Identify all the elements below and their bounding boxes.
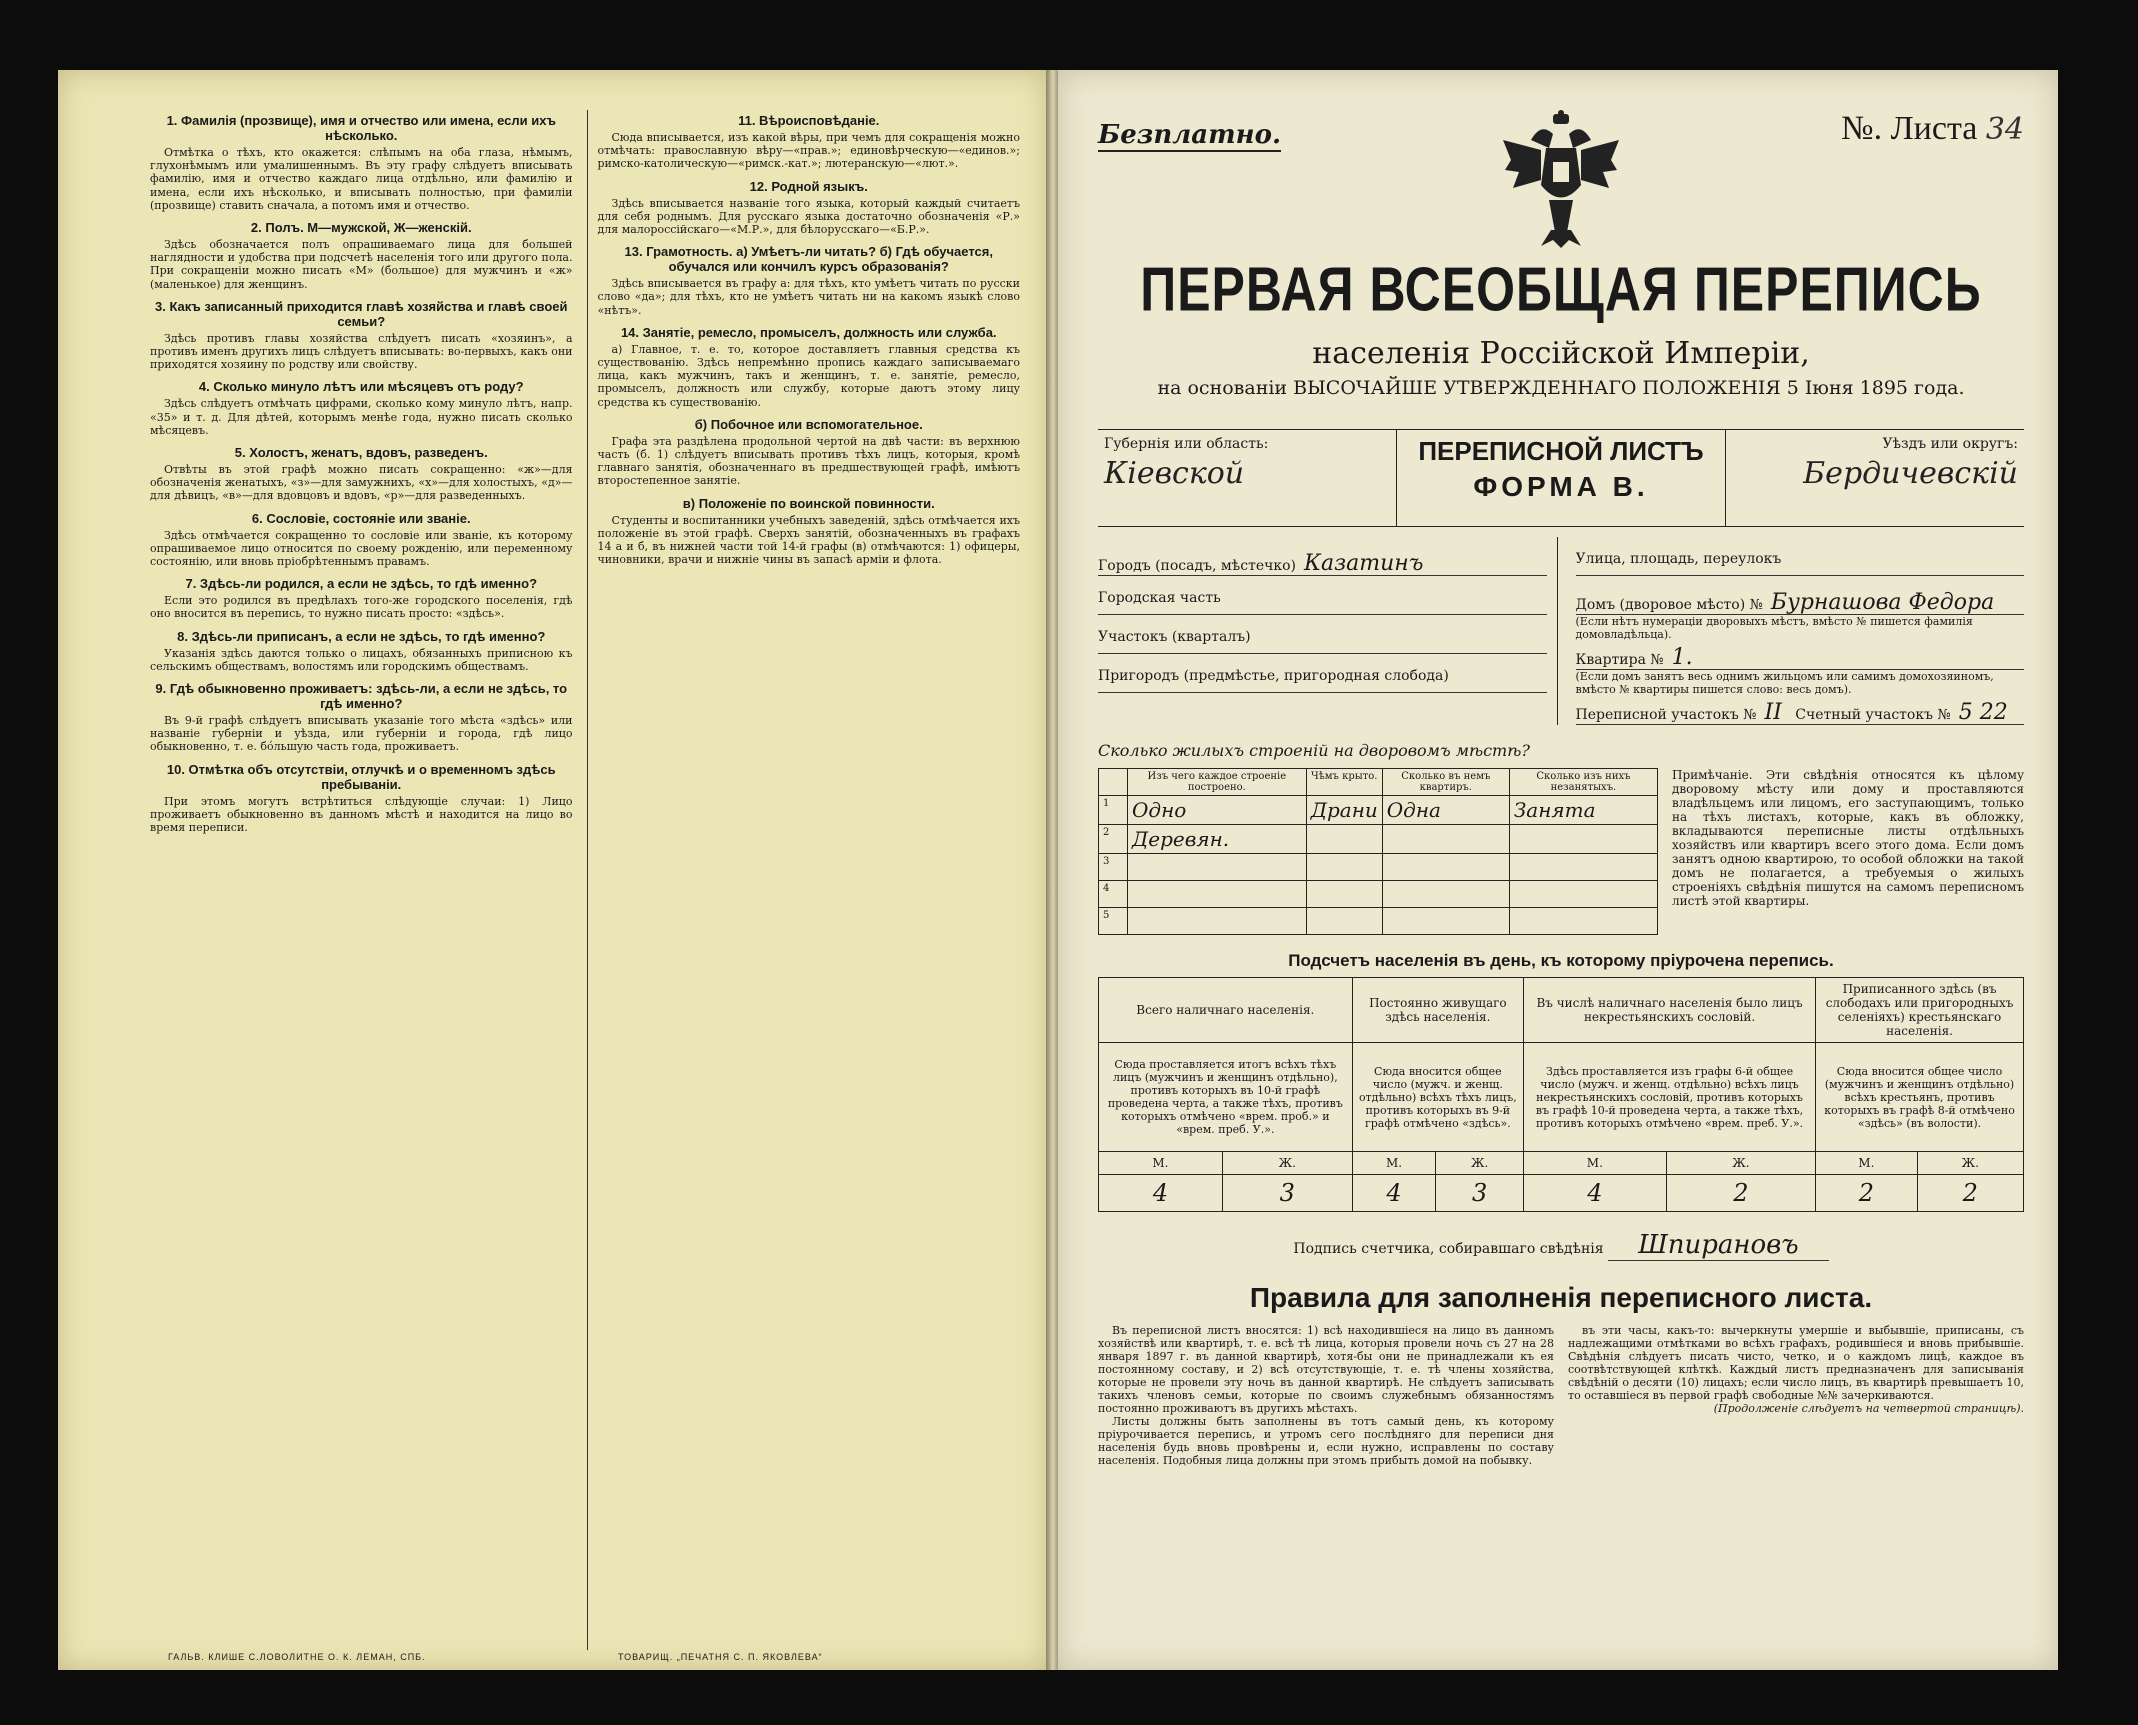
population-count-block: [1098, 977, 2024, 1212]
buildings-header: Чѣмъ крыто.: [1306, 769, 1382, 796]
city-label: Городъ (посадъ, мѣстечко): [1098, 558, 1297, 574]
form-type: [1396, 430, 1725, 526]
section-title: 6. Сословіе, состояніе или званіе.: [251, 510, 471, 526]
instruction-section: [598, 417, 1021, 488]
section-text: Здѣсь вписывается названіе того языка, который каждый считаетъ для себя роднымъ. Для русскаго языка достаточно обозначенія «Р.» для малороссійскаго—«М.Р.», для бѣлорусскаго—«Б.Р.».: [597, 196, 1020, 237]
pop-description: Здѣсь проставляется изъ графы 6-й общее число (мужч. и женщ. отдѣльно) всѣхъ лицъ некрестьянскихъ сословій, противъ которыхъ въ графѣ 10-й проведена черта, а также тѣхъ, противъ которыхъ отмѣчено «врем. преб. У.».: [1524, 1043, 1816, 1152]
street-field: [1576, 551, 2025, 576]
pop-value: 2: [1666, 1175, 1815, 1212]
instruction-section: [598, 496, 1021, 567]
building-roof: Драни: [1306, 796, 1382, 825]
census-title: ПЕРВАЯ ВСЕОБЩАЯ ПЕРЕПИСЬ: [1140, 254, 1982, 324]
count-precinct-label: Счетный участокъ №: [1795, 707, 1951, 723]
signature-label: Подпись счетчика, собиравшаго свѣдѣнія: [1293, 1241, 1604, 1257]
section-title: в) Положеніе по воинской повинности.: [682, 495, 935, 511]
building-material: Одно: [1128, 796, 1307, 825]
guberniya-label: Губернія или область:: [1104, 436, 1269, 452]
population-count-title: Подсчетъ населенія въ день, къ которому пріурочена перепись.: [1288, 951, 1834, 970]
form-top: [1098, 110, 2024, 260]
female-label: Ж.: [1917, 1152, 2023, 1175]
section-title: 9. Гдѣ обыкновенно проживаетъ: здѣсь-ли, а если не здѣсь, то гдѣ именно?: [155, 681, 568, 712]
rules-column-2: [1568, 1324, 2024, 1467]
buildings-table: [1098, 768, 1658, 935]
buildings-block: [1098, 768, 2024, 935]
printer-footer-left: ГАЛЬВ. КЛИШЕ С.ЛОВОЛИТНЕ О. К. ЛЕМАН, СПБ.: [168, 1652, 426, 1662]
rules-paragraph: въ эти часы, какъ-то: вычеркнуты умершіе и выбывшіе, приписаны, съ надлежащими отмѣтками во всѣхъ графахъ, родившіеся и вновь прибывшіе. Свѣдѣнія слѣдуетъ писать чисто, четко, и о каждомъ лицѣ, каждое въ соотвѣтствующей клѣткѣ. Каждый листъ предназначенъ для записыванія свѣдѣній о десяти (10) лицахъ; если число лицъ, въ квартирѣ превышаетъ 10, то оставшіеся въ первой графѣ свободные №№ зачеркиваются.: [1568, 1324, 2024, 1402]
suburb-label: Пригородъ (предмѣстье, пригородная слобода): [1098, 668, 1449, 684]
section-title: б) Побочное или вспомогательное.: [694, 416, 923, 432]
pop-header: Постоянно живущаго здѣсь населенія.: [1352, 978, 1523, 1043]
section-text: Графа эта раздѣлена продольной чертой на двѣ части: въ верхнюю часть (б. 1) слѣдуетъ вписывать противъ тѣхъ лицъ, которыя, кромѣ главнаго занятія, обозначеннаго въ предшествующей графѣ, имѣютъ второстепенное занятіе.: [597, 434, 1020, 488]
sheet-number-value: 34: [1985, 112, 2024, 147]
uezd-field: [1726, 430, 2024, 526]
instruction-section: [598, 244, 1021, 317]
city-value: Казатинъ: [1304, 551, 1424, 576]
house-value: Бурнашова Федора: [1770, 590, 1995, 615]
rules-paragraph: Листы должны быть заполнены въ тотъ самый день, къ которому пріурочивается перепись, и утромъ сего послѣдняго для переписи дня населенія будь вновь провѣрены и, если нужно, исправлены по составу населенія. Подобныя лица должны при этомъ прибыть домой на побывку.: [1098, 1415, 1554, 1467]
section-text: Здѣсь противъ главы хозяйства слѣдуетъ писать «хозяинъ», а противъ именъ другихъ лицъ слѣдуетъ вписывать: во-первыхъ, какъ они приходятся хозяину по родству или свойству.: [150, 331, 573, 372]
building-apartments: [1382, 881, 1509, 908]
building-empty: [1509, 881, 1657, 908]
enumerator-signature: [1098, 1230, 2024, 1260]
census-precinct-value: II: [1764, 700, 1782, 725]
guberniya-field: [1098, 430, 1396, 526]
building-roof: [1306, 908, 1382, 935]
suburb-field: [1098, 668, 1547, 693]
buildings-header: Изъ чего каждое строеніе построено.: [1128, 769, 1307, 796]
section-text: Здѣсь вписывается въ графу а: для тѣхъ, кто умѣетъ читать по русски слово «да»; для тѣхъ, кто не умѣетъ читать ни на какомъ языкѣ слово «нѣтъ».: [597, 277, 1020, 317]
rules-continuation: (Продолженіе слѣдуетъ на четвертой страницѣ).: [1713, 1402, 2024, 1415]
instruction-section: [150, 681, 573, 754]
building-empty: [1509, 825, 1657, 854]
instruction-columns: [150, 110, 1020, 1650]
male-label: М.: [1099, 1152, 1223, 1175]
instruction-column-1: [150, 110, 573, 1650]
male-label: М.: [1352, 1152, 1436, 1175]
section-text: Указанія здѣсь даются только о лицахъ, обязанныхъ приписною къ сельскимъ обществамъ, волостямъ или городскимъ обществамъ.: [150, 646, 573, 673]
male-label: М.: [1524, 1152, 1667, 1175]
instruction-column-2: [587, 110, 1021, 1650]
section-text: Здѣсь обозначается полъ опрашиваемаго лица для большей наглядности и удобства при подсчетѣ населенія того или другого пола. При сокращеніи можно писать «М» (большое) для мужчинъ и «ж» (маленькое) для женщинъ.: [150, 238, 573, 291]
row-number: 3: [1099, 854, 1128, 881]
instruction-section: [150, 629, 573, 673]
form-title: ПЕРЕПИСНОЙ ЛИСТЪ: [1418, 436, 1704, 466]
pop-value: 4: [1099, 1175, 1223, 1212]
double-headed-eagle-icon: [1501, 110, 1621, 250]
instruction-section: [150, 220, 573, 291]
instruction-section: [150, 576, 573, 620]
pop-header: Приписанного здѣсь (въ слободахъ или пригородныхъ селеніяхъ) крестьянскаго населенія.: [1816, 978, 2024, 1043]
census-precinct-field: [1576, 700, 2025, 725]
instruction-section: [150, 511, 573, 569]
buildings-header: Сколько въ немъ квартиръ.: [1382, 769, 1509, 796]
building-apartments: [1382, 825, 1509, 854]
address-left: [1098, 537, 1558, 725]
pop-header: Всего наличнаго населенія.: [1099, 978, 1353, 1043]
table-row: [1099, 908, 1658, 935]
free-label: Безплатно.: [1098, 120, 1281, 150]
section-title: 14. Занятіе, ремесло, промыселъ, должность или служба.: [620, 324, 997, 340]
table-row: [1099, 881, 1658, 908]
city-part-label: Городская часть: [1098, 590, 1221, 606]
buildings-question: Сколько жилыхъ строеній на дворовомъ мѣстѣ?: [1098, 741, 1530, 760]
building-material: [1128, 854, 1307, 881]
precinct-label: Участокъ (кварталъ): [1098, 629, 1251, 645]
instruction-section: [150, 113, 573, 212]
apartment-value: 1.: [1671, 645, 1693, 670]
guberniya-value: Кіевской: [1104, 456, 1245, 491]
rules-title: Правила для заполненія переписного листа.: [1249, 1282, 1873, 1313]
building-material: [1128, 881, 1307, 908]
pop-value: 3: [1222, 1175, 1352, 1212]
section-title: 1. Фамилія (прозвище), имя и отчество или имена, если ихъ нѣсколько.: [166, 113, 556, 143]
rules-paragraph: Въ переписной листъ вносятся: 1) всѣ находившіеся на лицо въ данномъ хозяйствѣ или квартирѣ, т. е. всѣ тѣ лица, которыя провели ночь съ 27 на 28 января 1897 г. въ данной квартирѣ, хотя-бы они не принадлежали къ ея постоянному составу, и 2) всѣ отсутствующіе, т. е. тѣ члены хозяйства, которые не провели эту ночь въ данной квартирѣ. Не слѣдуетъ записывать такихъ членовъ семьи, которые по своимъ служебнымъ обязанностямъ постоянно проживаютъ въ другихъ мѣстахъ.: [1098, 1324, 1554, 1415]
instruction-section: [598, 179, 1021, 237]
apartment-field: [1576, 645, 2025, 670]
row-number: 5: [1099, 908, 1128, 935]
building-empty: [1509, 854, 1657, 881]
section-title: 2. Полъ. М—мужской, Ж—женскій.: [250, 220, 472, 236]
precinct-field: [1098, 629, 1547, 654]
house-field: [1576, 590, 2025, 615]
pop-description: Сюда вносится общее число (мужчинъ и женщинъ отдѣльно) всѣхъ крестьянъ, противъ которыхъ въ графѣ 8-й отмѣчено «здѣсь» (въ волости).: [1816, 1043, 2024, 1152]
buildings-header: Сколько изъ нихъ незанятыхъ.: [1509, 769, 1657, 796]
section-text: Если это родился въ предѣлахъ того-же городского поселенія, гдѣ оно вносится въ перепись, то нужно писать просто: «здѣсь».: [150, 594, 573, 621]
male-label: М.: [1816, 1152, 1918, 1175]
instruction-section: [150, 445, 573, 503]
section-text: Здѣсь слѣдуетъ отмѣчать цифрами, сколько кому минуло лѣтъ, напр. «35» и т. д. Для дѣтей, которымъ менѣе года, нужно писать сколько мѣсяцевъ.: [150, 397, 573, 437]
section-title: 12. Родной языкъ.: [749, 178, 868, 194]
street-label: Улица, площадь, переулокъ: [1575, 551, 1782, 567]
building-roof: [1306, 854, 1382, 881]
section-text: Сюда вписывается, изъ какой вѣры, при чемъ для сокращенія можно отмѣчать: православную вѣру—«прав.»; единовѣрческую—«единов.»; римско-католическую—«римск.-кат.»; лютеранскую—«лют.».: [597, 131, 1020, 171]
section-text: Здѣсь отмѣчается сокращенно то сословіе или званіе, къ которому опрашиваемое лицо относится по своему рожденію, или переменному состоянію, или вновь пріобрѣтеннымъ правамъ.: [150, 528, 573, 569]
buildings-header-num: [1099, 769, 1128, 796]
form-header-row: [1098, 429, 2024, 527]
instruction-section: [150, 762, 573, 835]
section-text: Отмѣтка о тѣхъ, кто окажется: слѣпымъ на оба глаза, нѣмымъ, глухонѣмымъ или умалишеннымъ. Въ эту графу слѣдуетъ вписывать фамилію, имя и отчество каждаго лица отдѣльно, или фамилію и имена, если ихъ нѣсколько, и вписывать полностью, при фамиліи (прозвище) ставить сначала, а потомъ имя и отчество.: [150, 146, 573, 212]
building-material: Деревян.: [1128, 825, 1307, 854]
city-field: [1098, 551, 1547, 576]
pop-value: 3: [1436, 1175, 1524, 1212]
legal-basis: на основаніи ВЫСОЧАЙШЕ УТВЕРЖДЕННАГО ПОЛОЖЕНІЯ 5 Іюня 1895 года.: [1157, 377, 1965, 399]
section-title: 5. Холостъ, женатъ, вдовъ, разведенъ.: [234, 445, 488, 461]
female-label: Ж.: [1666, 1152, 1815, 1175]
section-text: Студенты и воспитанники учебныхъ заведеній, здѣсь отмѣчается ихъ положеніе въ этой графѣ. Сверхъ занятій, обозначенныхъ въ графахъ 14 а и б, въ нижней части той 14-й графы (в) отмѣчаются: 1) офицеры, чиновники, врачи и нижніе чины въ запасѣ арміи и флота.: [597, 513, 1020, 567]
section-title: 13. Грамотность. а) Умѣетъ-ли читать? б) Гдѣ обучается, обучался или кончилъ курсъ образованія?: [624, 244, 993, 275]
buildings-note: Примѣчаніе. Эти свѣдѣнія относятся къ цѣлому дворовому мѣсту или дому и проставляются владѣльцемъ или лицомъ, его заступающимъ, только на тѣхъ листахъ, которые, какъ въ обложку, вкладываются переписные листы отдѣльныхъ хозяйствъ или квартиръ всего этого дома. Если домъ занятъ одною квартирою, то особой обложки на такой домъ не полагается, а требуемыя о жилыхъ строеніяхъ свѣдѣнія пишутся на самомъ переписномъ листѣ этой квартиры.: [1672, 768, 2024, 908]
female-label: Ж.: [1222, 1152, 1352, 1175]
left-page-instructions: [58, 70, 1048, 1670]
pop-value: 4: [1524, 1175, 1667, 1212]
section-text: Въ 9-й графѣ слѣдуетъ вписывать указаніе того мѣста «здѣсь» или названіе губерніи и уѣзда, или губерніи и города, гдѣ лицо обыкновенно, т. е. бóльшую часть года, проживаетъ.: [150, 714, 573, 754]
section-title: 8. Здѣсь-ли приписанъ, а если не здѣсь, то гдѣ именно?: [177, 628, 546, 644]
printer-footer-right: ТОВАРИЩ. „ПЕЧАТНЯ С. П. ЯКОВЛЕВА“: [618, 1652, 823, 1662]
instruction-section: [598, 325, 1021, 409]
house-label: Домъ (дворовое мѣсто) №: [1575, 597, 1763, 613]
address-right: [1558, 537, 2025, 725]
apartment-note: (Если домъ занятъ весь однимъ жильцомъ или самимъ домохозяиномъ, вмѣсто № квартиры пишется слово: весь домъ).: [1575, 670, 1994, 696]
table-row: [1099, 854, 1658, 881]
instruction-section: [150, 379, 573, 437]
signature-value: Шпирановъ: [1608, 1230, 1829, 1261]
uezd-label: Уѣздъ или округъ:: [1882, 436, 2018, 452]
building-apartments: Одна: [1382, 796, 1509, 825]
sheet-number: [1841, 110, 2024, 148]
census-subtitle: населенія Россійской Имперіи,: [1312, 336, 1810, 371]
female-label: Ж.: [1436, 1152, 1524, 1175]
instruction-section: [598, 113, 1021, 171]
row-number: 4: [1099, 881, 1128, 908]
house-note: (Если нѣтъ нумераціи дворовыхъ мѣстъ, вмѣсто № пишется фамилія домовладѣльца).: [1575, 615, 1973, 641]
section-title: 3. Какъ записанный приходится главѣ хозяйства и главѣ своей семьи?: [154, 298, 568, 329]
building-empty: Занята: [1509, 796, 1657, 825]
building-roof: [1306, 825, 1382, 854]
pop-header: Въ числѣ наличнаго населенія было лицъ некрестьянскихъ сословій.: [1524, 978, 1816, 1043]
rules-text: [1098, 1324, 2024, 1467]
pop-description: Сюда вносится общее число (мужч. и женщ. отдѣльно) всѣхъ тѣхъ лицъ, противъ которыхъ въ 9-й графѣ отмѣчено «здѣсь».: [1352, 1043, 1523, 1152]
address-block: [1098, 537, 2024, 725]
census-precinct-label: Переписной участокъ №: [1575, 707, 1757, 723]
right-page-form: [1058, 70, 2058, 1670]
row-number: 2: [1099, 825, 1128, 854]
row-number: 1: [1099, 796, 1128, 825]
section-title: 10. Отмѣтка объ отсутствіи, отлучкѣ и о временномъ здѣсь пребываніи.: [166, 761, 556, 792]
section-text: При этомъ могутъ встрѣтиться слѣдующіе случаи: 1) Лицо проживаетъ обыкновенно въ данномъ мѣстѣ и находится на лицо во время переписи.: [150, 794, 573, 835]
pop-value: 2: [1917, 1175, 2023, 1212]
table-row: [1099, 825, 1658, 854]
building-material: [1128, 908, 1307, 935]
instruction-section: [150, 299, 573, 372]
section-title: 4. Сколько минуло лѣтъ или мѣсяцевъ отъ роду?: [198, 379, 524, 395]
rules-column-1: [1098, 1324, 1554, 1467]
section-text: а) Главное, т. е. то, которое доставляетъ главныя средства къ существованію. Здѣсь непремѣнно пропись каждаго записываемаго лица, какъ мужчинъ, такъ и женщинъ, т. е. занятіе, ремесло, промыселъ, должность или службу, которые даютъ этому лицу средства къ существованію.: [597, 342, 1020, 409]
building-apartments: [1382, 854, 1509, 881]
form-variant: ФОРМА В.: [1473, 471, 1649, 502]
uezd-value: Бердичевскій: [1803, 456, 2018, 491]
section-title: 11. Вѣроисповѣданіе.: [738, 113, 880, 128]
city-part-field: [1098, 590, 1547, 615]
building-roof: [1306, 881, 1382, 908]
sheet-number-label: №. Листа: [1841, 110, 1978, 147]
pop-value: 4: [1352, 1175, 1436, 1212]
section-text: Отвѣты въ этой графѣ можно писать сокращенно: «ж»—для обозначенія женатыхъ, «з»—для замужнихъ, «х»—для холостыхъ, «д»—для дѣвицъ, «в»—для вдовцовъ и вдовъ, «р»—для разведенныхъ.: [150, 463, 573, 503]
count-precinct-value: 5 22: [1958, 700, 2008, 725]
building-empty: [1509, 908, 1657, 935]
pop-description: Сюда проставляется итогъ всѣхъ тѣхъ лицъ (мужчинъ и женщинъ отдѣльно), противъ которыхъ въ 10-й графѣ проведена черта, а также тѣхъ, противъ которыхъ отмѣчено «врем. проб.» и «врем. преб. У.».: [1099, 1043, 1353, 1152]
pop-value: 2: [1816, 1175, 1918, 1212]
apartment-label: Квартира №: [1575, 652, 1664, 668]
section-title: 7. Здѣсь-ли родился, а если не здѣсь, то гдѣ именно?: [185, 576, 538, 592]
population-table: [1098, 977, 2024, 1212]
table-row: [1099, 796, 1658, 825]
building-apartments: [1382, 908, 1509, 935]
